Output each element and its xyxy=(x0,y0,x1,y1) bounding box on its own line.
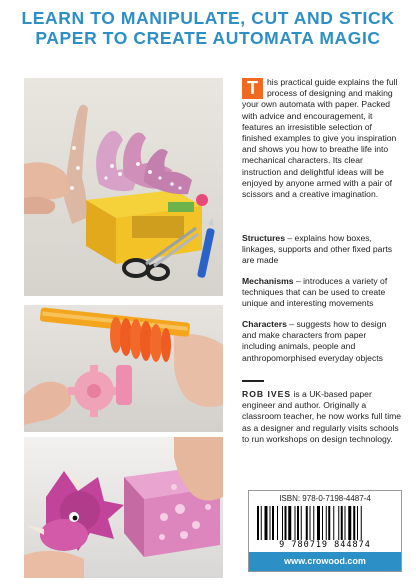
photo-cam-mechanism xyxy=(24,305,223,432)
intro-paragraph xyxy=(242,77,402,200)
section-text: – introduces a variety of techniques that can be used to create unique and interesting movements xyxy=(242,276,388,309)
triceratops-illustration xyxy=(24,437,223,578)
cam-mechanism-illustration xyxy=(24,305,223,432)
photo-dinosaur-automaton xyxy=(24,78,223,296)
section-text: – explains how boxes, linkages, supports and other fixed parts are made xyxy=(242,233,393,266)
drop-cap: T xyxy=(242,78,263,99)
photo-triceratops-automaton xyxy=(24,437,223,578)
author-bio xyxy=(242,389,402,445)
section-structures xyxy=(242,233,402,267)
section-term: Mechanisms xyxy=(242,276,294,286)
section-term: Characters xyxy=(242,319,287,329)
barcode-panel xyxy=(248,490,402,572)
dinosaur-automaton-illustration xyxy=(24,78,223,296)
headline-line-2: PAPER TO CREATE AUTOMATA MAGIC xyxy=(35,28,381,48)
section-text: – suggests how to design and make characters from paper including animals, people and anthropomorphised everyday objects xyxy=(242,319,387,363)
section-characters xyxy=(242,319,402,364)
isbn-label: ISBN: 978-0-7198-4487-4 xyxy=(279,494,371,503)
barcode-number: 9 780719 844874 xyxy=(279,540,371,550)
divider xyxy=(242,380,264,382)
section-term: Structures xyxy=(242,233,285,243)
headline xyxy=(0,8,416,48)
barcode-icon xyxy=(257,506,393,540)
section-mechanisms xyxy=(242,276,402,310)
gear-icon xyxy=(68,365,120,417)
author-name: ROB IVES xyxy=(242,389,292,399)
author-bio-text: is a UK-based paper engineer and author. Originally a classroom teacher, he now works full time as a designer and regularly visits schools to run workshops on design technology. xyxy=(242,389,402,444)
publisher-website: www.crowood.com xyxy=(249,552,401,571)
intro-text: his practical guide explains the full process of designing and making your own automata with paper. Packed with advice and encouragement, it features an irresistible selection of finished examples to give you inspiration and shows you how to breathe life into mechanical characters. Its clear instruction and delightful ideas will be enjoyed by anyone armed with a pair of scissors and a creative imagination. xyxy=(242,77,398,200)
headline-line-1: LEARN TO MANIPULATE, CUT AND STICK xyxy=(21,8,395,28)
